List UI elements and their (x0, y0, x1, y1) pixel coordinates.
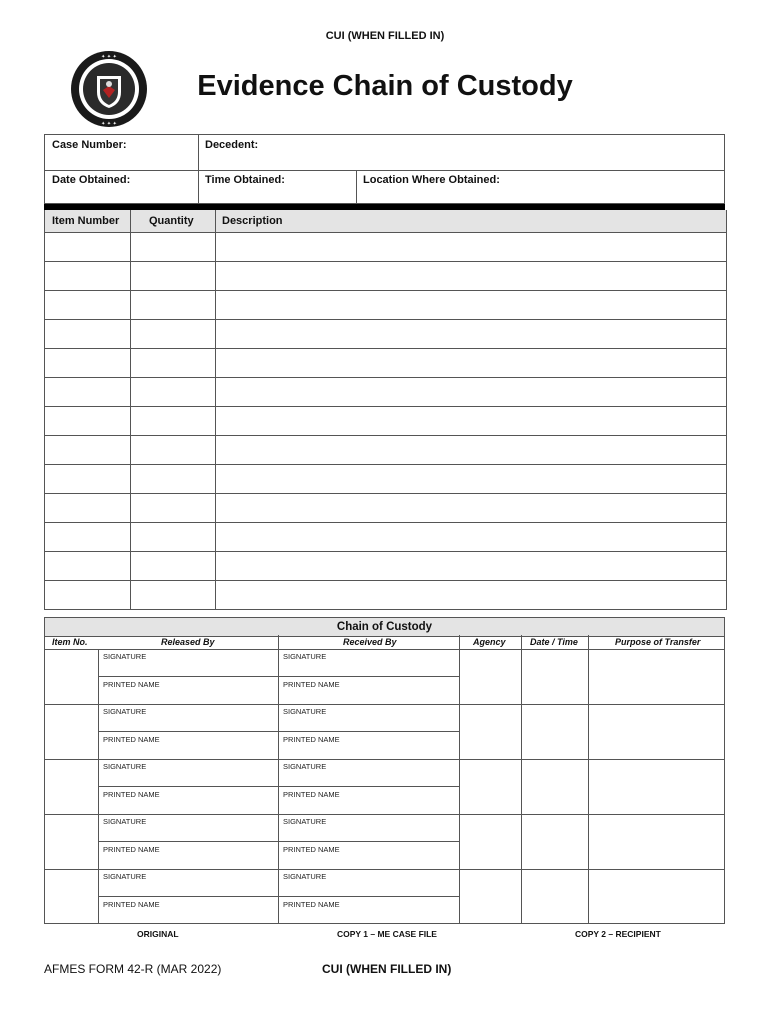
received-printed-name-field[interactable]: PRINTED NAME (283, 845, 340, 854)
released-signature-field[interactable]: SIGNATURE (103, 817, 147, 826)
svg-text:✦ ✦ ✦: ✦ ✦ ✦ (101, 121, 117, 127)
decedent-field[interactable]: Decedent: (205, 139, 259, 151)
item-row[interactable] (45, 291, 726, 320)
items-table (44, 210, 727, 610)
released-printed-name-field[interactable]: PRINTED NAME (103, 735, 160, 744)
released-printed-name-field[interactable]: PRINTED NAME (103, 790, 160, 799)
released-signature-field[interactable]: SIGNATURE (103, 872, 147, 881)
released-printed-name-field[interactable]: PRINTED NAME (103, 900, 160, 909)
case-number-field[interactable]: Case Number: (52, 139, 127, 151)
svg-text:✦ ✦ ✦: ✦ ✦ ✦ (101, 54, 117, 60)
released-signature-field[interactable]: SIGNATURE (103, 707, 147, 716)
date-obtained-field[interactable]: Date Obtained: (52, 174, 131, 186)
cui-marking-top: CUI (WHEN FILLED IN) (325, 30, 445, 42)
col-item-number: Item Number (52, 215, 120, 227)
item-row[interactable] (45, 378, 726, 407)
item-row[interactable] (45, 407, 726, 436)
col-quantity: Quantity (149, 215, 194, 227)
item-row[interactable] (45, 465, 726, 494)
item-row[interactable] (45, 436, 726, 465)
item-row[interactable] (45, 552, 726, 581)
received-signature-field[interactable]: SIGNATURE (283, 872, 327, 881)
released-printed-name-field[interactable]: PRINTED NAME (103, 845, 160, 854)
received-printed-name-field[interactable]: PRINTED NAME (283, 735, 340, 744)
received-printed-name-field[interactable]: PRINTED NAME (283, 790, 340, 799)
items-table-header (45, 210, 726, 233)
col-agency: Agency (473, 637, 506, 647)
page-title: Evidence Chain of Custody (197, 70, 573, 102)
form-id: AFMES FORM 42-R (MAR 2022) (44, 962, 222, 976)
case-info-table (44, 134, 725, 204)
item-row[interactable] (45, 523, 726, 552)
location-obtained-field[interactable]: Location Where Obtained: (363, 174, 500, 186)
chain-of-custody-title: Chain of Custody (45, 618, 724, 637)
item-row[interactable] (45, 262, 726, 291)
received-printed-name-field[interactable]: PRINTED NAME (283, 680, 340, 689)
col-date-time: Date / Time (530, 637, 578, 647)
item-row[interactable] (45, 349, 726, 378)
received-signature-field[interactable]: SIGNATURE (283, 817, 327, 826)
item-row[interactable] (45, 494, 726, 523)
item-row[interactable] (45, 320, 726, 349)
received-signature-field[interactable]: SIGNATURE (283, 762, 327, 771)
cui-marking-bottom: CUI (WHEN FILLED IN) (322, 962, 452, 976)
col-description: Description (222, 215, 283, 227)
afmes-seal-logo (70, 50, 148, 128)
col-purpose: Purpose of Transfer (615, 637, 701, 647)
received-signature-field[interactable]: SIGNATURE (283, 652, 327, 661)
time-obtained-field[interactable]: Time Obtained: (205, 174, 285, 186)
released-printed-name-field[interactable]: PRINTED NAME (103, 680, 160, 689)
copy-2-label: COPY 2 – RECIPIENT (575, 929, 661, 939)
copy-original-label: ORIGINAL (137, 929, 179, 939)
col-item-no: Item No. (52, 637, 88, 647)
copy-1-label: COPY 1 – ME CASE FILE (337, 929, 437, 939)
chain-of-custody-table (44, 617, 725, 924)
col-released-by: Released By (161, 637, 215, 647)
released-signature-field[interactable]: SIGNATURE (103, 652, 147, 661)
received-printed-name-field[interactable]: PRINTED NAME (283, 900, 340, 909)
item-row[interactable] (45, 581, 726, 610)
col-received-by: Received By (343, 637, 397, 647)
released-signature-field[interactable]: SIGNATURE (103, 762, 147, 771)
item-row[interactable] (45, 233, 726, 262)
received-signature-field[interactable]: SIGNATURE (283, 707, 327, 716)
